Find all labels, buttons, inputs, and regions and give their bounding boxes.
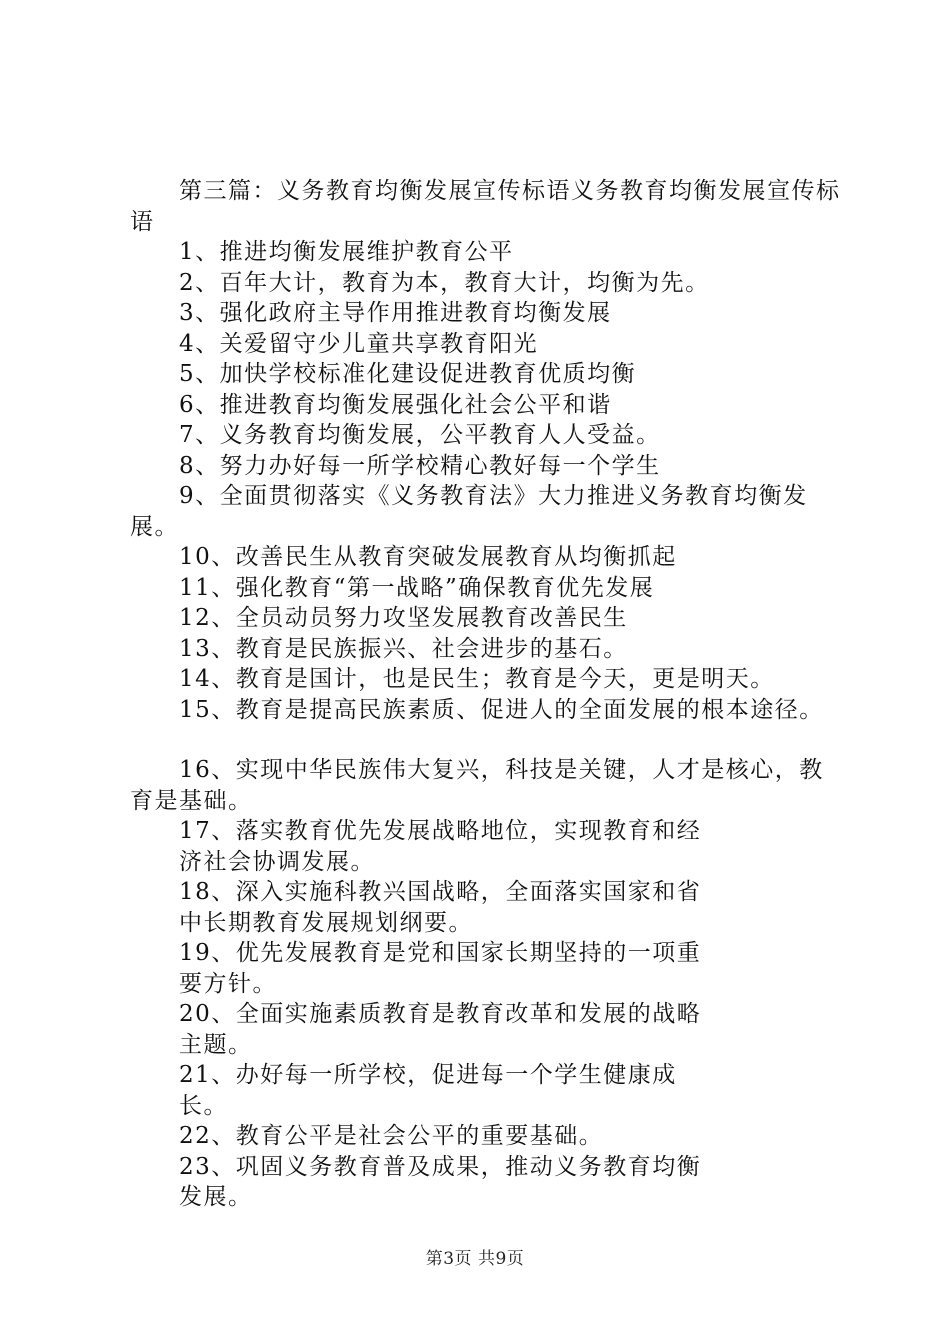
list-item: 6、推进教育均衡发展强化社会公平和谐 — [179, 391, 612, 418]
list-item: 23、巩固义务教育普及成果，推动义务教育均衡发展。 — [179, 1153, 702, 1210]
list-item: 10、改善民生从教育突破发展教育从均衡抓起 — [179, 544, 677, 570]
list-item: 1、推进均衡发展维护教育公平 — [179, 239, 514, 265]
list-item: 8、努力办好每一所学校精心教好每一个学生 — [179, 452, 661, 479]
list-item: 14、教育是国计，也是民生；教育是今天，更是明天。 — [179, 666, 775, 692]
list-item: 3、强化政府主导作用推进教育均衡发展 — [179, 300, 612, 326]
list-item: 5、加快学校标准化建设促进教育优质均衡 — [179, 361, 637, 387]
page-footer: 第3页 共9页 — [425, 1249, 525, 1269]
list-item: 20、全面实施素质教育是教育改革和发展的战略主题。 — [179, 1001, 702, 1058]
list-item: 12、全员动员努力攻坚发展教育改善民生 — [179, 605, 628, 631]
list-item: 15、教育是提高民族素质、促进人的全面发展的根本途径。 — [179, 696, 824, 723]
list-item: 11、强化教育“第一战略”确保教育优先发展 — [179, 574, 655, 601]
list-item: 2、百年大计，教育为本，教育大计，均衡为先。 — [179, 269, 710, 296]
list-item: 21、办好每一所学校，促进每一个学生健康成长。 — [179, 1062, 677, 1119]
paragraph-gap — [130, 725, 845, 755]
list-item: 9、全面贯彻落实《义务教育法》大力推进义务教育均衡发展。 — [130, 483, 808, 540]
list-item: 22、教育公平是社会公平的重要基础。 — [179, 1123, 604, 1149]
list-item: 19、优先发展教育是党和国家长期坚持的一项重要方针。 — [179, 940, 702, 997]
list-item: 17、落实教育优先发展战略地位，实现教育和经济社会协调发展。 — [179, 818, 702, 875]
list-item: 13、教育是民族振兴、社会进步的基石。 — [179, 635, 628, 662]
list-item: 16、实现中华民族伟大复兴，科技是关键，人才是核心，教育是基础。 — [130, 757, 824, 814]
list-item: 7、义务教育均衡发展，公平教育人人受益。 — [179, 422, 661, 448]
document-heading: 第三篇：义务教育均衡发展宣传标语义务教育均衡发展宣传标语 — [130, 178, 841, 235]
document-body — [130, 176, 845, 1213]
list-item: 4、关爱留守少儿童共享教育阳光 — [179, 330, 539, 357]
list-item: 18、深入实施科教兴国战略，全面落实国家和省中长期教育发展规划纲要。 — [179, 879, 702, 936]
